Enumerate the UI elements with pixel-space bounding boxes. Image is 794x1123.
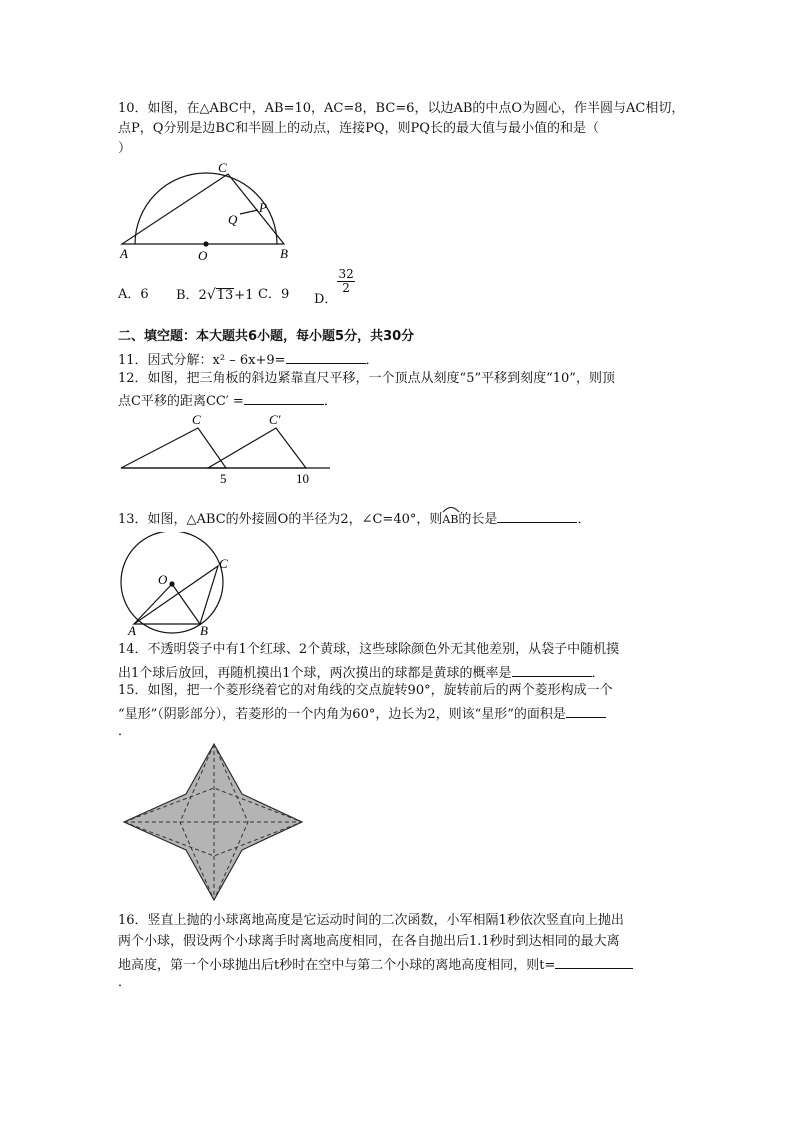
q13-label-a: A	[128, 623, 136, 637]
q15-figure	[118, 742, 308, 902]
q12-label-c: C	[192, 412, 201, 427]
q10-figure	[118, 160, 298, 265]
q10-option-b: B．2√13+1	[176, 287, 254, 303]
q14-answer-blank[interactable]	[512, 662, 592, 677]
q15-star-shape	[124, 744, 302, 900]
q13-answer-blank[interactable]	[497, 508, 577, 523]
q13-label-b: B	[200, 623, 208, 637]
q10-label-q: Q	[228, 212, 238, 227]
q12-triangle-moved	[208, 428, 306, 468]
q13-label-c: C	[219, 556, 228, 571]
q10-option-c: C．9	[258, 287, 290, 302]
q12-label-5: 5	[220, 471, 227, 486]
q13-figure	[118, 532, 238, 637]
q13-label-o: O	[158, 572, 168, 587]
q13-arc-symbol	[442, 505, 460, 513]
q11-line: 11．因式分解：x² – 6x+9= ．	[118, 349, 379, 370]
q16-answer-blank[interactable]	[555, 954, 633, 969]
q12-line2: 点C平移的距离CC′ = ．	[118, 390, 337, 411]
section2-heading: 二、填空题：本大题共6小题，每小题5分，共30分	[118, 329, 415, 344]
q11-answer-blank[interactable]	[286, 349, 366, 364]
q10-label-a: A	[120, 246, 128, 261]
q12-triangle-original	[121, 428, 226, 468]
q12-label-c2: C′	[269, 412, 281, 427]
q15-answer-blank[interactable]	[566, 703, 606, 718]
q10-center-dot	[203, 241, 208, 246]
q12-label-10: 10	[296, 471, 309, 486]
q10-line2: 点P，Q分别是边BC和半圆上的动点，连接PQ，则PQ长的最大值与最小值的和是（	[118, 121, 599, 136]
q12-answer-blank[interactable]	[244, 390, 324, 405]
q12-figure	[118, 412, 333, 492]
q10-line1: 10．如图，在△ABC中，AB=10，AC=8，BC=6，以边AB的中点O为圆心，作半圆与AC相切，	[118, 101, 685, 116]
q13-line: 13．如图，△ABC的外接圆O的半径为2，∠C=40°，则 AB的长是 ．	[118, 508, 590, 529]
q10-label-o: O	[198, 248, 208, 263]
q10-label-c: C	[218, 160, 227, 175]
q13-triangle	[134, 566, 218, 624]
q12-line1: 12．如图，把三角板的斜边紧靠直尺平移，一个顶点从刻度“5”平移到刻度“10”，则顶	[118, 371, 615, 386]
q16-line2: 两个小球，假设两个小球离手时离地高度相同，在各自抛出后1.1秒时到达相同的最大离	[118, 934, 620, 949]
q16-line3: 地高度，第一个小球抛出后t秒时在空中与第二个小球的离地高度相同，则t=	[118, 954, 633, 975]
q14-line1: 14．不透明袋子中有1个红球、2个黄球，这些球除颜色外无其他差别，从袋子中随机摸	[118, 642, 620, 657]
q15-line1: 15．如图，把一个菱形绕着它的对角线的交点旋转90°，旋转前后的两个菱形构成一个	[118, 683, 613, 698]
q15-line2: “星形”（阴影部分），若菱形的一个内角为60°，边长为2，则该“星形”的面积是	[118, 703, 606, 724]
q13-center-dot	[169, 581, 174, 586]
q15-line3: ．	[118, 724, 132, 739]
q10-option-d: D． $\frac{32}{2}$	[314, 267, 354, 307]
q10-option-a: A．6	[118, 287, 149, 302]
q10-label-p: P	[259, 200, 267, 215]
q10-line3: ）	[118, 141, 132, 156]
q10-label-b: B	[280, 246, 288, 261]
q14-line2: 出1个球后放回，再随机摸出1个球，两次摸出的球都是黄球的概率是 ．	[118, 662, 605, 683]
q16-line1: 16．竖直上抛的小球离地高度是它运动时间的二次函数，小军相隔1秒依次竖直向上抛出	[118, 913, 624, 928]
q16-line4: ．	[118, 975, 132, 990]
